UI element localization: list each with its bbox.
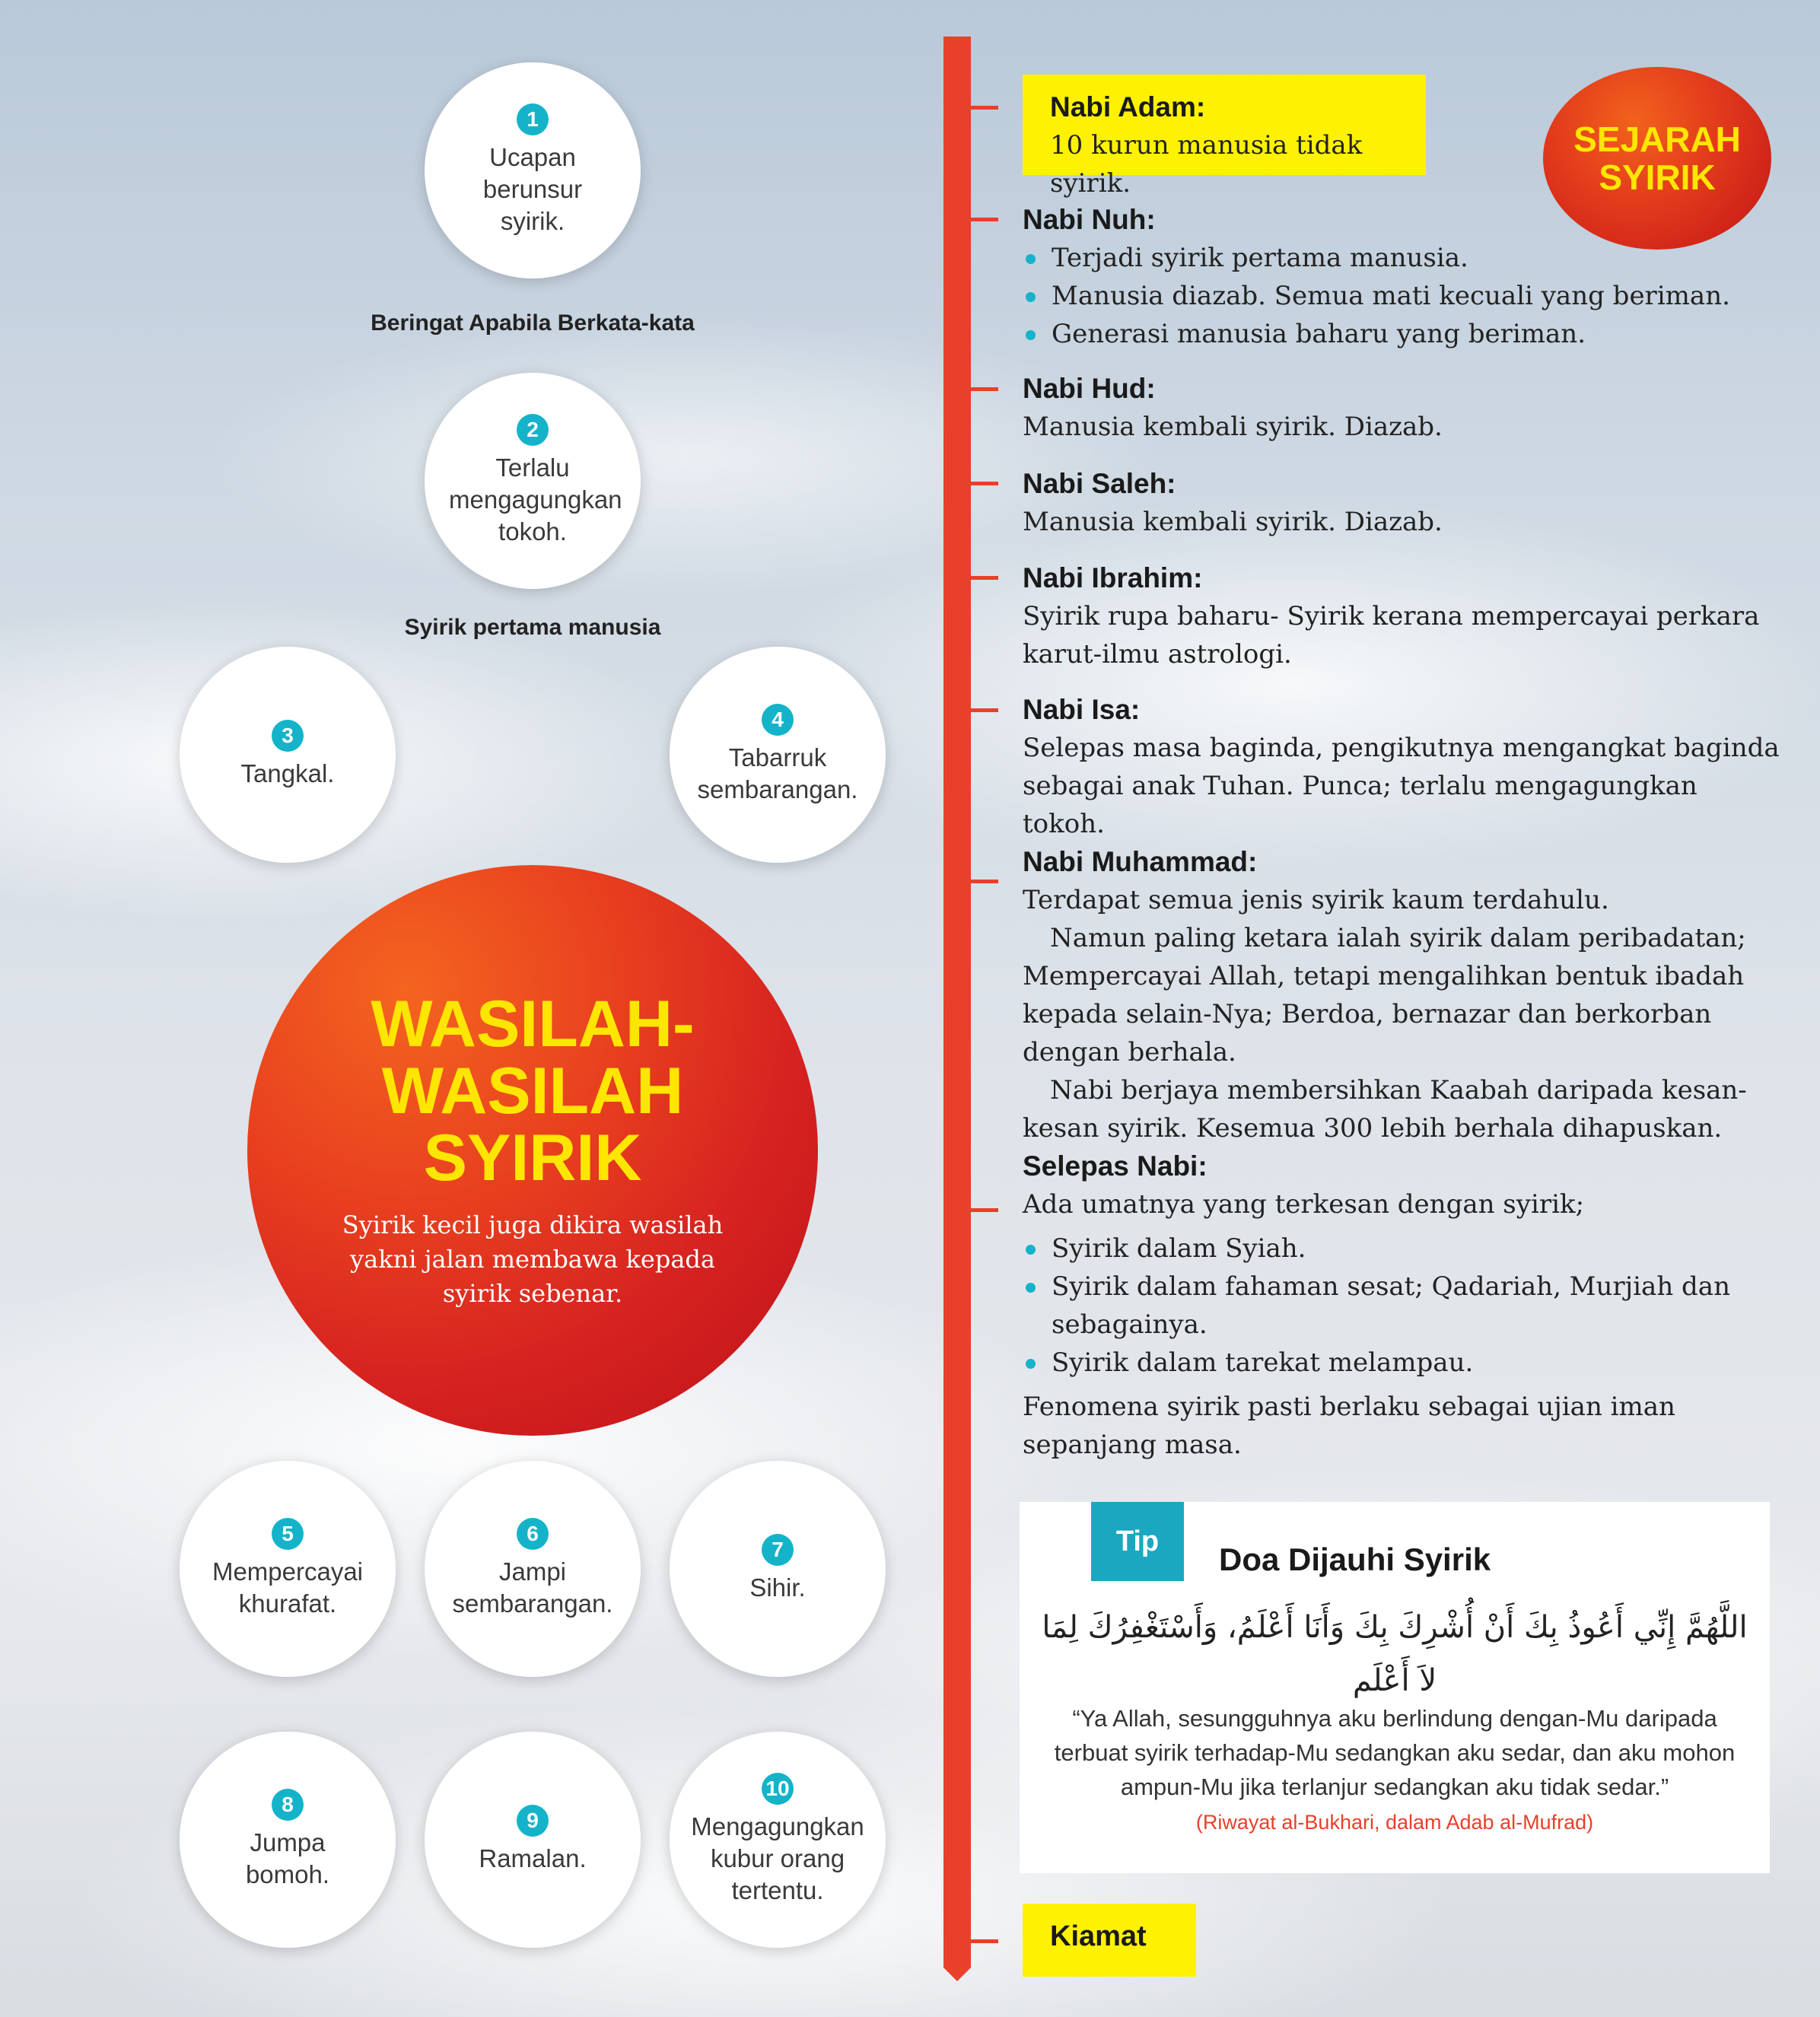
- bullet-item: Terjadi syirik pertama manusia.: [1023, 239, 1783, 277]
- tip-title: Doa Dijauhi Syirik: [1219, 1541, 1491, 1577]
- era-title: Nabi Nuh:: [1023, 204, 1156, 235]
- timeline-tick: [971, 482, 998, 485]
- wasilah-item-text: Ramalan.: [479, 1844, 587, 1872]
- timeline-tick: [971, 576, 998, 580]
- number-badge: 9: [517, 1805, 549, 1837]
- wasilah-main-circle: [247, 865, 818, 1436]
- caption-beringat: Beringat Apabila Berkata-kata: [371, 310, 695, 336]
- timeline-tick: [971, 1208, 998, 1212]
- wasilah-item-9: [425, 1732, 641, 1948]
- era-title: Nabi Ibrahim:: [1023, 562, 1203, 593]
- era-body: Syirik rupa baharu- Syirik kerana mempercayai perkara karut-ilmu astrologi.: [1023, 601, 1760, 670]
- tip-quote: “Ya Allah, sesungguhnya aku berlindung dengan-Mu daripada terbuat syirik terhadap-Mu sedangkan aku sedar, dan aku mohon ampun-Mu jika terlanjur sedangkan aku tidak sedar.”: [1054, 1705, 1736, 1800]
- sejarah-title-2: SYIRIK: [1599, 157, 1716, 197]
- wasilah-item-text: Sihir.: [749, 1573, 806, 1602]
- era-selepas-nabi: [1023, 1147, 1783, 1464]
- era-body: Fenomena syirik pasti berlaku sebagai ujian iman sepanjang masa.: [1023, 1392, 1675, 1460]
- era-hud: [1023, 370, 1783, 446]
- era-muhammad: [1023, 843, 1783, 1147]
- wasilah-item-1: [425, 62, 641, 278]
- bullet-item: Syirik dalam fahaman sesat; Qadariah, Murjiah dan sebagainya.: [1023, 1268, 1783, 1344]
- era-ibrahim: [1023, 559, 1783, 673]
- era-body: Namun paling ketara ialah syirik dalam peribadatan; Mempercayai Allah, tetapi mengalihkan bentuk ibadah kepada selain-Nya; Berdoa, bernazar dan berkorban dengan berhala.: [1023, 923, 1746, 1067]
- bullet-item: Generasi manusia baharu yang beriman.: [1023, 315, 1783, 353]
- number-badge: 3: [272, 720, 304, 752]
- timeline-tick: [971, 387, 998, 391]
- wasilah-item-7: [670, 1461, 886, 1677]
- era-body: 10 kurun manusia tidak syirik.: [1050, 130, 1363, 199]
- wasilah-subtitle: Syirik kecil juga dikira wasilah yakni jalan membawa kepada syirik sebenar.: [342, 1210, 724, 1308]
- tip-source: (Riwayat al-Bukhari, dalam Adab al-Mufrad): [1195, 1811, 1594, 1834]
- era-title: Selepas Nabi:: [1023, 1150, 1208, 1182]
- wasilah-item-10: [670, 1732, 886, 1948]
- number-badge: 7: [762, 1534, 794, 1566]
- wasilah-item-text: Mengagungkan kubur orang tertentu.: [691, 1812, 864, 1904]
- wasilah-item-3: [180, 647, 396, 863]
- wasilah-item-8: [180, 1732, 396, 1948]
- kiamat-label: Kiamat: [1050, 1920, 1147, 1952]
- era-body: Ada umatnya yang terkesan dengan syirik;: [1023, 1189, 1585, 1220]
- era-title: Nabi Hud:: [1023, 373, 1156, 404]
- wasilah-item-text: Ucapan berunsur syirik.: [482, 143, 583, 235]
- wasilah-item-5: [180, 1461, 396, 1677]
- wasilah-item-6: [425, 1461, 641, 1677]
- wasilah-item-text: Tangkal.: [240, 759, 335, 787]
- era-nuh: [1023, 201, 1783, 353]
- wasilah-item-text: Tabarruk sembarangan.: [697, 743, 858, 803]
- era-adam: [1023, 75, 1426, 199]
- wasilah-item-text: Terlalu mengagungkan tokoh.: [449, 453, 622, 546]
- era-title: Nabi Muhammad:: [1023, 846, 1258, 877]
- bullet-item: Manusia diazab. Semua mati kecuali yang beriman.: [1023, 277, 1783, 315]
- wasilah-item-text: Jumpa bomoh.: [245, 1828, 330, 1888]
- number-badge: 4: [762, 704, 794, 736]
- tip-badge: Tip: [1091, 1502, 1184, 1581]
- wasilah-item-4: [670, 647, 886, 863]
- era-body: Manusia kembali syirik. Diazab.: [1023, 507, 1443, 537]
- number-badge: 10: [762, 1773, 794, 1805]
- era-body: Manusia kembali syirik. Diazab.: [1023, 412, 1443, 442]
- timeline-tick: [971, 218, 998, 221]
- number-badge: 6: [517, 1518, 549, 1550]
- timeline-tick: [971, 708, 998, 712]
- timeline-tick: [971, 880, 998, 883]
- caption-syirik-pertama: Syirik pertama manusia: [404, 615, 661, 640]
- number-badge: 2: [517, 414, 549, 446]
- timeline-arrow: [943, 1968, 971, 1981]
- timeline-tick: [971, 1939, 998, 1943]
- wasilah-item-text: Mempercayai khurafat.: [212, 1557, 364, 1618]
- era-kiamat: [1023, 1904, 1196, 1977]
- bullet-item: Syirik dalam tarekat melampau.: [1023, 1344, 1783, 1382]
- era-body: Nabi berjaya membersihkan Kaabah daripada kesan-kesan syirik. Kesemua 300 lebih berhala dihapuskan.: [1023, 1075, 1747, 1144]
- wasilah-item-2: [425, 373, 641, 589]
- era-title: Nabi Saleh:: [1023, 468, 1176, 499]
- number-badge: 1: [517, 103, 549, 135]
- sejarah-title-1: SEJARAH: [1573, 119, 1741, 159]
- wasilah-title-3: SYIRIK: [423, 1121, 642, 1195]
- wasilah-title-1: WASILAH-: [371, 987, 695, 1061]
- tip-box: [1020, 1502, 1770, 1873]
- era-saleh: [1023, 465, 1783, 541]
- number-badge: 5: [272, 1518, 304, 1550]
- timeline-tick: [971, 106, 998, 110]
- era-body: Selepas masa baginda, pengikutnya mengangkat baginda sebagai anak Tuhan. Punca; terlalu mengagungkan tokoh.: [1023, 733, 1780, 839]
- number-badge: 8: [272, 1789, 304, 1821]
- wasilah-title-2: WASILAH: [381, 1054, 684, 1128]
- era-body: Terdapat semua jenis syirik kaum terdahulu.: [1023, 885, 1609, 915]
- era-title: Nabi Isa:: [1023, 694, 1141, 725]
- bullet-item: Syirik dalam Syiah.: [1023, 1230, 1783, 1268]
- era-title: Nabi Adam:: [1050, 91, 1206, 122]
- tip-arabic: اللَّهُمَّ إِنِّي أَعُوذُ بِكَ أَنْ أُشْرِكَ بِكَ وَأَنَا أَعْلَمُ، وَأَسْتَغْفِرُكَ لِمَا لاَ أَعْلَم: [1042, 1610, 1748, 1698]
- era-isa: [1023, 691, 1783, 843]
- timeline-bar: [943, 37, 971, 1968]
- wasilah-item-text: Jampi sembarangan.: [452, 1557, 613, 1618]
